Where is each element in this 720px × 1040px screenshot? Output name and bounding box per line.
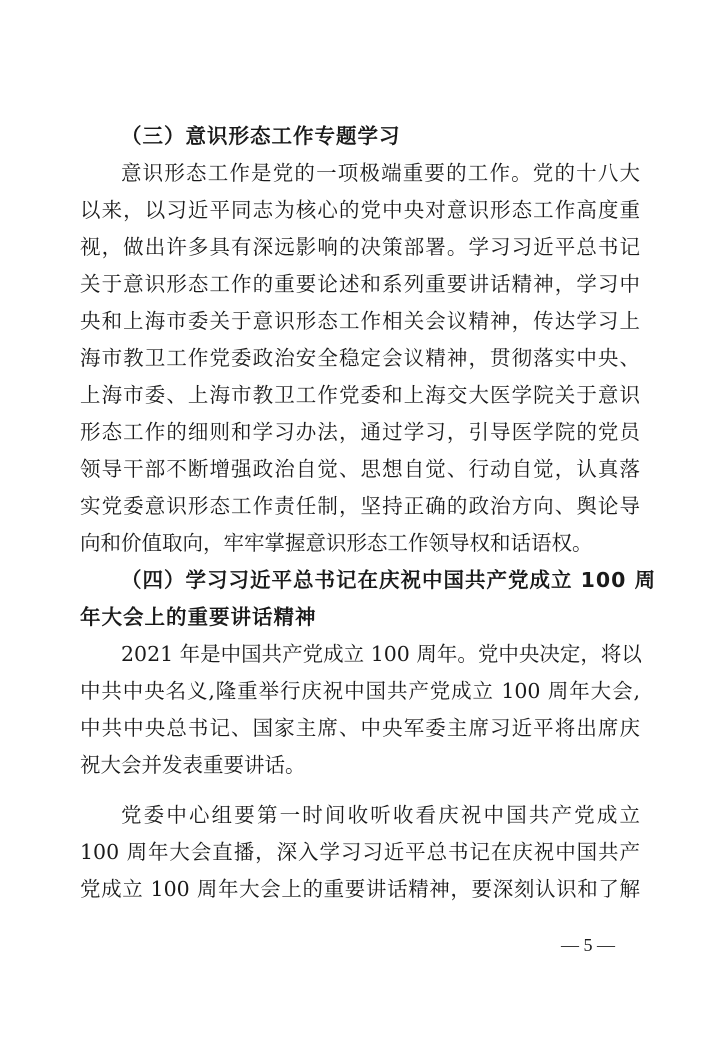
section3-paragraph-line: 关于意识形态工作的重要论述和系列重要讲话精神，学习中: [80, 272, 640, 296]
section3-paragraph-line: 海市教卫工作党委政治安全稳定会议精神，贯彻落实中央、: [80, 346, 640, 370]
section3-paragraph-line: 上海市委、上海市教卫工作党委和上海交大医学院关于意识: [80, 383, 640, 407]
section3-paragraph-line: 领导干部不断增强政治自觉、思想自觉、行动自觉，认真落: [80, 457, 640, 481]
page-number: — 5 —: [561, 935, 615, 955]
section4-paragraph-line: 中共中央总书记、国家主席、中央军委主席习近平将出席庆: [80, 716, 640, 740]
section3-paragraph-line: 视，做出许多具有深远影响的决策部署。学习习近平总书记: [80, 235, 640, 259]
section3-paragraph-line: 意识形态工作是党的一项极端重要的工作。党的十八大: [121, 161, 640, 185]
section3-paragraph-line: 以来，以习近平同志为核心的党中央对意识形态工作高度重: [80, 198, 640, 222]
section3-paragraph-line: 形态工作的细则和学习办法，通过学习，引导医学院的党员: [80, 420, 640, 444]
section4-heading: （四）学习习近平总书记在庆祝中国共产党成立 100 周: [121, 568, 657, 592]
section3-paragraph-line: 实党委意识形态工作责任制，坚持正确的政治方向、舆论导: [80, 494, 640, 518]
section4-heading: 年大会上的重要讲话精神: [80, 605, 317, 629]
section3-paragraph-line: 央和上海市委关于意识形态工作相关会议精神，传达学习上: [80, 309, 640, 333]
section3-heading: （三）意识形态工作专题学习: [121, 124, 401, 148]
section4-paragraph-line: 祝大会并发表重要讲话。: [80, 753, 306, 777]
section3-paragraph-line: 向和价值取向，牢牢掌握意识形态工作领导权和话语权。: [80, 531, 593, 555]
section4-paragraph-line: 100 周年大会直播，深入学习习近平总书记在庆祝中国共产: [80, 840, 640, 864]
section4-paragraph-line: 党成立 100 周年大会上的重要讲话精神，要深刻认识和了解: [80, 877, 640, 901]
section4-paragraph-line: 中共中央名义,隆重举行庆祝中国共产党成立 100 周年大会,: [80, 679, 640, 703]
section4-paragraph-line: 2021 年是中国共产党成立 100 周年。党中央决定，将以: [121, 642, 642, 666]
section4-paragraph-line: 党委中心组要第一时间收听收看庆祝中国共产党成立: [121, 803, 640, 827]
